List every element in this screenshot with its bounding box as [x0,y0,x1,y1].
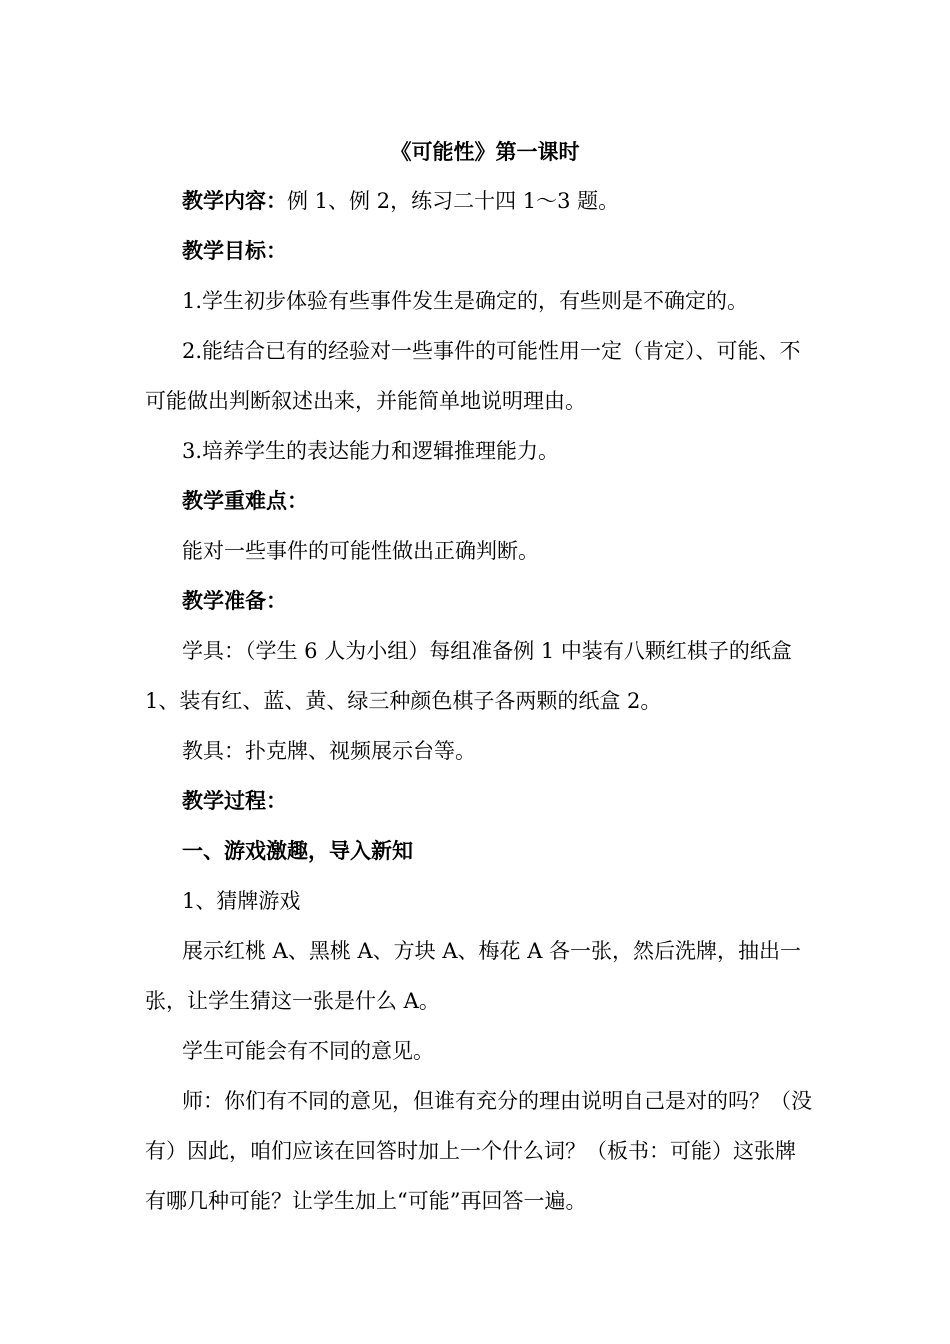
teaching-content [145,176,815,226]
preparation-heading: 教学准备： [182,588,287,613]
objective-item-3: 3.培养学生的表达能力和逻辑推理能力。 [182,439,560,463]
process-heading: 教学过程： [182,788,287,813]
key-points-text: 能对一些事件的可能性做出正确判断。 [182,539,539,563]
objective-item-1: 1.学生初步体验有些事件发生是确定的，有些则是不确定的。 [182,289,749,313]
teaching-content-label: 教学内容： [182,188,287,213]
document-title: 《可能性》第一课时 [390,139,580,164]
paragraph-teacher-question: 师：你们有不同的意见，但谁有充分的理由说明自己是对的吗？（没有）因此，咱们应该在回答时加上一个什么词？（板书：可能）这张牌有哪几种可能？让学生加上“可能”再回答一遍。 [145,1089,812,1213]
section-1-heading: 一、游戏激趣，导入新知 [182,838,413,863]
teaching-content-text: 例 1、例 2，练习二十四 1～3 题。 [287,189,620,213]
paragraph-card-display: 展示红桃 A、黑桃 A、方块 A、梅花 A 各一张，然后洗牌，抽出一张，让学生猜这一张是什么 A。 [145,939,802,1013]
sub-heading-card-game: 1、猜牌游戏 [182,889,301,913]
key-points-heading: 教学重难点： [182,488,308,513]
objective-item-2: 2.能结合已有的经验对一些事件的可能性用一定（肯定）、可能、不可能做出判断叙述出来，并能简单地说明理由。 [145,339,801,413]
teacher-tools: 教具：扑克牌、视频展示台等。 [182,739,476,763]
student-tools: 学具：（学生 6 人为小组）每组准备例 1 中装有八颗红棋子的纸盒 1、装有红、蓝、黄、绿三种颜色棋子各两颗的纸盒 2。 [145,639,792,713]
objectives-heading: 教学目标： [182,238,287,263]
paragraph-student-opinions: 学生可能会有不同的意见。 [182,1039,434,1063]
